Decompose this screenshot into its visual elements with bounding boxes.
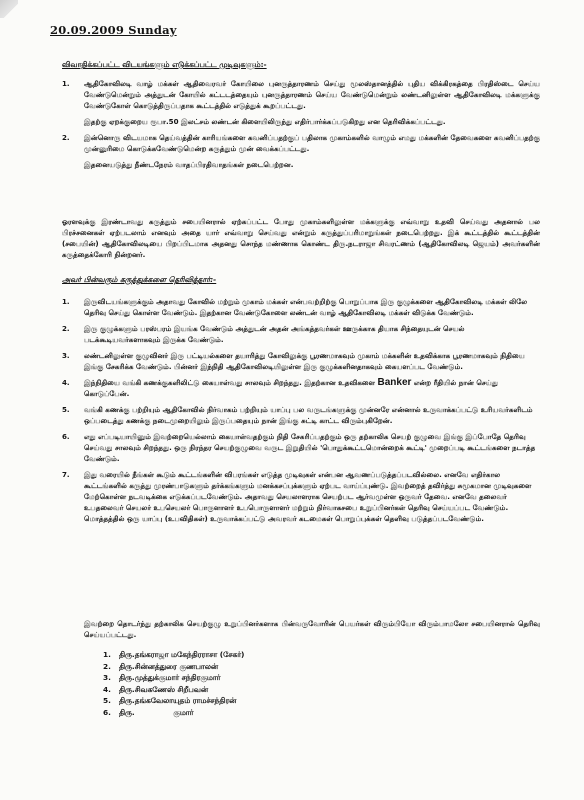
member-number: 6. [103,707,111,717]
point-text-part: இந்நிதியை வங்கி கணக்குகளிலிட்டு கையாள்வது சாலவும் சிறந்தது. இதற்கான உதவிகளை [84,378,378,387]
member-row [103,707,244,719]
point-item [62,350,540,372]
member-row [103,672,244,684]
member-number: 2. [103,661,111,671]
point-number: 3. [62,351,70,360]
agenda-item-text: இதனையடுத்து நீண்டநேரம் வாதப்பிரதிவாதங்கள் நடைபெற்றன. [84,160,294,169]
point-text: லண்டனிலுள்ள குழுவினர் இரு பட்டியல்களை தயாரித்து கோவிலுக்கு பூரணமாகவும் முகாம் மக்களின் உதவிக்காக பூரணமாகவும் நிதியை இங்கு சேகரிக்க வேண்டும். பின்னர் இந்நிதி ஆதிகோவிலடியிலுள்ள இரு குழுக்களினதாகவும் கையளப்பட வேண்டும். [84,351,525,371]
point-number: 2. [62,324,70,333]
member-name: திரு.சிவகணேஸ் சிறீபவன் [119,684,209,694]
agenda-item-number: 2. [62,133,70,142]
member-row [103,661,244,673]
agenda-item-text: இதற்கு ஏறக்குறைய ரூபா.50 இலட்சம் லண்டன் கிளையிலிருந்து எதிர்பார்க்கப்படுகிறது என தெரிவிக்கப்பட்டது. [84,117,446,126]
point-number: 6. [62,432,70,441]
member-row [103,695,244,707]
point-number: 7. [62,470,70,479]
banker-word: Banker [377,377,412,388]
member-name: திரு.முத்துக்குமார் சந்திரகுமார் [119,673,221,682]
member-name: திரு.தங்கவேலாயுதம் ராமச்சந்திரன் [119,696,237,705]
discussion-paragraph: ஓரளவுக்கு இரண்டாவது கருத்தும் சபையினரால் ஏற்கப்பட்ட போது முகாம்களிலுள்ள மக்களுக்கு எவ்வாறு உதவி செய்வது அதனால் பல பிரச்சனைகள் ஏற்படலாம் எனவும் அதை யார் எவ்வாறு செய்வது என்றும் கருத்துப்பரிமாறுங்கள் நடைபெற்றது. இக் கூட்டத்தில் கூட்டத்தின் (சபையின்) ஆதிகோவிலடியை பிறப்பிடமாக அதனது சொந்த மண்ணாக கொண்ட திரு.நடராஜா சிவரட்ணம் (ஆதிகோவிலடி ஜெயம்) அவர்களின் கருத்தைக்கோரி நின்றனர். [62,217,540,259]
agenda-list [62,78,540,175]
point-text: இது வரையில் நீங்கள் கூடும் கூட்டங்களின் விபரங்கள் எடுத்த முடிவுகள் என்பன ஆவணப்படுத்தப்படவில்லை. எனவே எதிர்கால கூட்டங்களில் கருத்து முரண்பாடுகளும் தர்க்கங்களும் மனக்கசப்புக்களும் ஏற்பட வாய்ப்புண்டு. இவற்றைத் தவிர்த்து சுமூகமான முடிவுகளை மேற்கொள்ள நடவடிக்கை எடுக்கப்படவேண்டும். அதாவது செயலாளராக செயற்பட ஆர்வமுள்ள ஒருவர் தேவை. எனவே தலைவர் உபதலைவர் செயலர் உபசெயலர் பொருளாளர் உபபொருளாளர் மற்றும் நிர்வாகசபை உறுப்பினர்கள் தெரிவு செய்யப்பட வேண்டும். மொத்தத்தில் ஒரு யாப்பு (உபவிதிகள்) உருவாக்கப்பட்டு அவரவர் கடமைகள் பொறுப்புக்கள் தெளிவு படுத்தப்படவேண்டும். [84,470,532,523]
sub-heading: அவர் பின்வரும் கருத்துக்களை தெரிவித்தார்:- [62,275,217,284]
member-name: திரு.தங்கராஜா மகேந்திரராசா (சேகர்) [119,650,245,659]
point-number: 4. [62,378,70,387]
point-text: எது எப்படியாயினும் இவற்றையெல்லாம் கையாள்வதற்கும் நிதி சேகரிப்பதற்கும் ஒரு தற்காலிக செயற் குழுவை இங்கு இப்போதே தெரிவு செய்வது சாலவும் சிறந்தது. ஒரு நிரந்தர செயற்குழுவை வருட இறுதியில் 'பொதுக்கூட்டமொன்றைக் கூட்டி' முறைப்படி கூட்டங்களை நடாத்த வேண்டும். [84,432,536,463]
closing-paragraph: இவற்றை தொடர்ந்து தற்காலிக செயற்குழு உறுப்பினர்களாக பின்வருவோரின் பெயர்கள் விரும்பியோ விரும்பாமலோ சபையினரால் தெரிவு செய்யப்பட்டது. [84,619,540,639]
point-item [62,323,540,345]
point-text-part: என்ற ரீதியில் நான் செய்து கொடுப்பேன். [84,378,499,398]
page-corner-fold [0,0,18,18]
point-text [84,377,540,399]
member-name: திரு. குமார் [119,707,194,717]
point-number: 1. [62,297,70,306]
agenda-item [62,78,540,127]
point-item [62,404,540,426]
point-item [62,377,540,399]
member-row [103,649,244,661]
member-number: 4. [103,684,111,694]
points-list [62,296,540,524]
point-text: இருவிடயங்களுக்கும் அதாவது கோவில் மற்றும் முகாம் மக்கள் என்பவற்றிற்கு பொறுப்பாக இரு குழுக்களை ஆதிகோவிலடி மக்கள் லிலே தெரிவு செய்து கொள்ள வேண்டும். இதற்கான வேண்டுகோளை லண்டன் வாழ் ஆதிகோவிலடி மக்கள் விடுக்க வேண்டும். [84,297,528,317]
point-item [62,296,540,318]
point-item [62,431,540,464]
document-date: 20.09.2009 Sunday [50,23,177,37]
member-row [103,684,244,696]
agenda-item-text: ஆதிகோவிலடி வாழ் மக்கள் ஆதிவைரவர் கோயிலை புனருத்தாரணம் செய்து மூலஸ்தானத்தில் புதிய விக்கிரகத்தை பிரதிஸ்டை செய்ய வேண்டுமென்றும் அத்துடன் கோயில் கட்டடத்தையும் புனருத்தாரணம் செய்ய வேண்டுமென்றும் லண்டனிலுள்ள ஆதிகோவிலடி மக்களுக்கு வேண்டுகோள் கொடுத்திருப்பதாக கூட்டத்தில் எடுத்துக் கூறப்பட்டது. [84,79,540,110]
point-number: 5. [62,405,70,414]
member-number: 1. [103,650,111,659]
agenda-item-text: இன்னொரு விடயமாக தெய்வத்தின் காரியங்களை கவனிப்பதற்குப் பதிலாக முகாம்களில் வாழும் எமது மக்களின் தேவைகளை கவனிப்பதற்கு முன்னுரிமை கொடுக்கவேண்டுமென்ற கருத்தும் முன் வைக்கப்பட்டது. [84,133,540,153]
section-heading: விவாதிக்கப்பட்ட விடயங்களும் எடுக்கப்பட்ட முடிவுகளும்:- [62,60,267,69]
agenda-item-number: 1. [62,79,70,88]
member-number: 5. [103,696,111,705]
member-number: 3. [103,673,111,682]
agenda-item [62,132,540,170]
point-item [62,469,540,524]
point-text: வங்கி கணக்கு பற்றியும் ஆதிகோவில் நிர்வாகம் பற்றியும் யாப்பு பல வருடங்களுக்கு முன்னரே என்னால் உருவாக்கப்பட்டு உரியவர்களிடம் ஒப்படைத்து கணக்கு நடைமுறையிலும் இருப்பதையும் நான் இங்கு சுட்டி காட்ட விரும்புகிறேன். [84,405,533,425]
point-text: இரு குழுக்களும் பரஸ்பரம் இயங்க வேண்டும் அத்துடன் அதன் அங்கத்தவர்கள் ஊருக்காக தியாக சிந்தையுடன் செயல் படக்கூடியவர்களாகவும் இருக்க வேண்டும். [84,324,465,344]
committee-members-list [103,649,244,718]
member-name: திரு.சின்னத்துரை குணபாலன் [119,661,219,671]
